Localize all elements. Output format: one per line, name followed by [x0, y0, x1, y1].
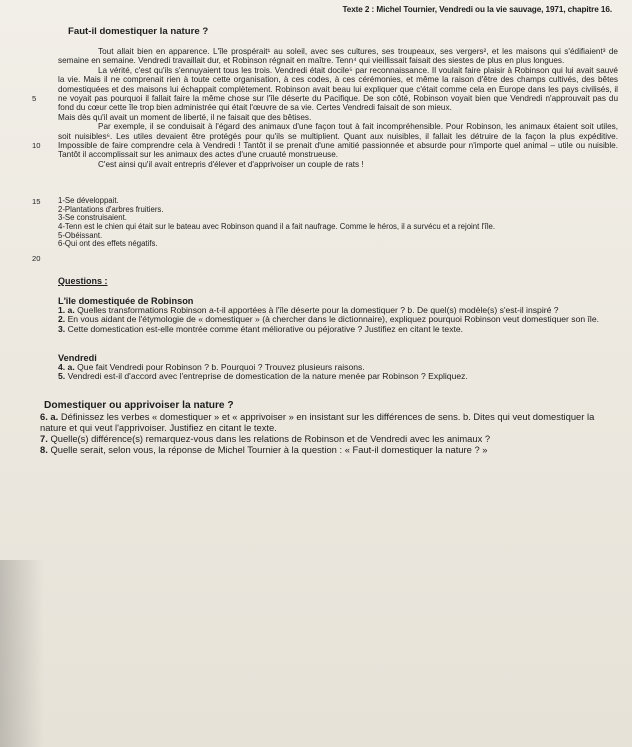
paragraph: Mais dès qu'il avait un moment de liberté, il ne faisait que des bêtises. — [58, 112, 312, 122]
section-island — [0, 296, 618, 335]
source-reference — [0, 5, 612, 14]
line-number: 5 — [32, 94, 37, 103]
footnotes — [58, 197, 618, 249]
paragraph: C'est ainsi qu'il avait entrepris d'élever et d'apprivoiser un couple de rats ! — [98, 159, 364, 169]
question-number: 4. a. — [58, 361, 75, 372]
question-text: Quelle serait, selon vous, la réponse de Michel Tournier à la question : « Faut-il domestiquer la nature ? » — [50, 443, 488, 455]
footnote: 1-Se développait. — [58, 196, 119, 206]
footnote: 5-Obéissant. — [58, 230, 103, 240]
line-number: 10 — [32, 141, 41, 150]
section-title: Domestiquer ou apprivoiser la nature ? — [44, 399, 234, 411]
question-5 — [58, 372, 618, 382]
question-text: En vous aidant de l'étymologie de « domestiquer » (à chercher dans le dictionnaire), expliquez pourquoi Robinson veut domestiquer son île. — [67, 314, 599, 325]
question-text: Cette domestication est-elle montrée comme étant méliorative ou péjorative ? Justifiez en citant le texte. — [67, 324, 464, 335]
section-domestiquer — [0, 400, 618, 455]
questions-heading: Questions : — [58, 275, 108, 286]
question-text: Quelles transformations Robinson a-t-il apportées à l'île déserte pour la domestiquer ? b. De quel(s) modèle(s) s'est-il inspiré ? — [77, 304, 559, 315]
footnote: 4-Tenn est le chien qui était sur le bateau avec Robinson quand il a fait naufrage. Comme le héros, il a survécu et a rejoint l'île. — [58, 222, 496, 232]
question-text: Définissez les verbes « domestiquer » et « apprivoiser » en insistant sur les différences de sens. b. Dites qui veut domestiquer la nature et qui veut l'apprivoiser. Justifiez en citant le texte. — [40, 410, 595, 433]
question-text: Quelle(s) différence(s) remarquez-vous dans les relations de Robinson et de Vendredi avec les animaux ? — [50, 432, 491, 444]
question-number: 1. a. — [58, 304, 75, 315]
section-title: L'île domestiquée de Robinson — [58, 295, 194, 306]
paragraph: La vérité, c'est qu'ils s'ennuyaient tous les trois. Vendredi était docile⁵ par reconnaissance. Il voulait faire plaisir à Robinson qui lui avait sauvé la vie. Mais il ne comprenait rien à toute cette organisation, à ces codes, à ces cérémonies, et même la raison d'être des champs cultivés, des bêtes domestiquées et des maisons lui échappait complètement. Robinson avait beau lui expliquer que c'était comme cela en Europe dans les pays civilisés, il ne voyait pas pourquoi il fallait faire la même chose sur l'île déserte du Pacifique. De son côté, Robinson voyait bien que Vendredi n'approuvait pas du fond du cœur cette île trop bien administrée qui était l'œuvre de sa vie. Certes Vendredi faisait de son mieux. — [58, 65, 618, 113]
line-number: 20 — [32, 254, 41, 263]
section-title: Vendredi — [58, 352, 97, 363]
section-vendredi — [0, 353, 618, 382]
question-number: 5. — [58, 371, 66, 382]
question-text: Vendredi est-il d'accord avec l'entreprise de domestication de la nature menée par Robinson ? Expliquez. — [67, 371, 468, 382]
source-chapter: 16. — [600, 5, 612, 14]
question-6 — [40, 411, 618, 433]
question-number: 3. — [58, 324, 66, 335]
line-number: 15 — [32, 197, 41, 206]
photo-shadow — [0, 560, 44, 747]
question-number: 2. — [58, 314, 66, 325]
question-8 — [40, 444, 618, 455]
footnote: 2-Plantations d'arbres fruitiers. — [58, 204, 164, 214]
footnote: 6-Qui ont des effets négatifs. — [58, 239, 158, 249]
question-number: 8. — [40, 443, 48, 455]
source-text: Texte 2 : Michel Tournier, Vendredi ou la vie sauvage, 1971, chapitre — [342, 5, 601, 14]
question-3 — [58, 325, 618, 335]
footnote: 3-Se construisaient. — [58, 213, 127, 223]
paragraph: Tout allait bien en apparence. L'île prospérait¹ au soleil, avec ses cultures, ses troupeaux, ses vergers², et les maisons qui s'édifiaient³ de semaine en semaine. Vendredi travaillait dur, et Robinson régnait en maître. Tenn⁴ qui vieillissait faisait des siestes de plus en plus longues. — [58, 47, 618, 66]
question-number: 6. a. — [40, 410, 59, 422]
paragraph: Par exemple, il se conduisait à l'égard des animaux d'une façon tout à fait incompréhensible. Pour Robinson, les animaux étaient soit utiles, soit nuisibles⁶. Les utiles devaient être protégés pour qu'ils se multiplient. Quant aux nuisibles, il fallait les détruire de la façon la plus expéditive. Impossible de faire comprendre cela à Vendredi ! Tantôt il se prenait d'une amitié passionnée et absurde pour n'importe quel animal – utile ou nuisible. Tantôt il accomplissait sur les animaux des actes d'une cruauté monstrueuse. — [58, 122, 618, 160]
text-title: Faut-il domestiquer la nature ? — [68, 26, 209, 37]
question-7 — [40, 433, 618, 444]
question-number: 7. — [40, 432, 48, 444]
question-text: Que fait Vendredi pour Robinson ? b. Pourquoi ? Trouvez plusieurs raisons. — [77, 361, 365, 372]
